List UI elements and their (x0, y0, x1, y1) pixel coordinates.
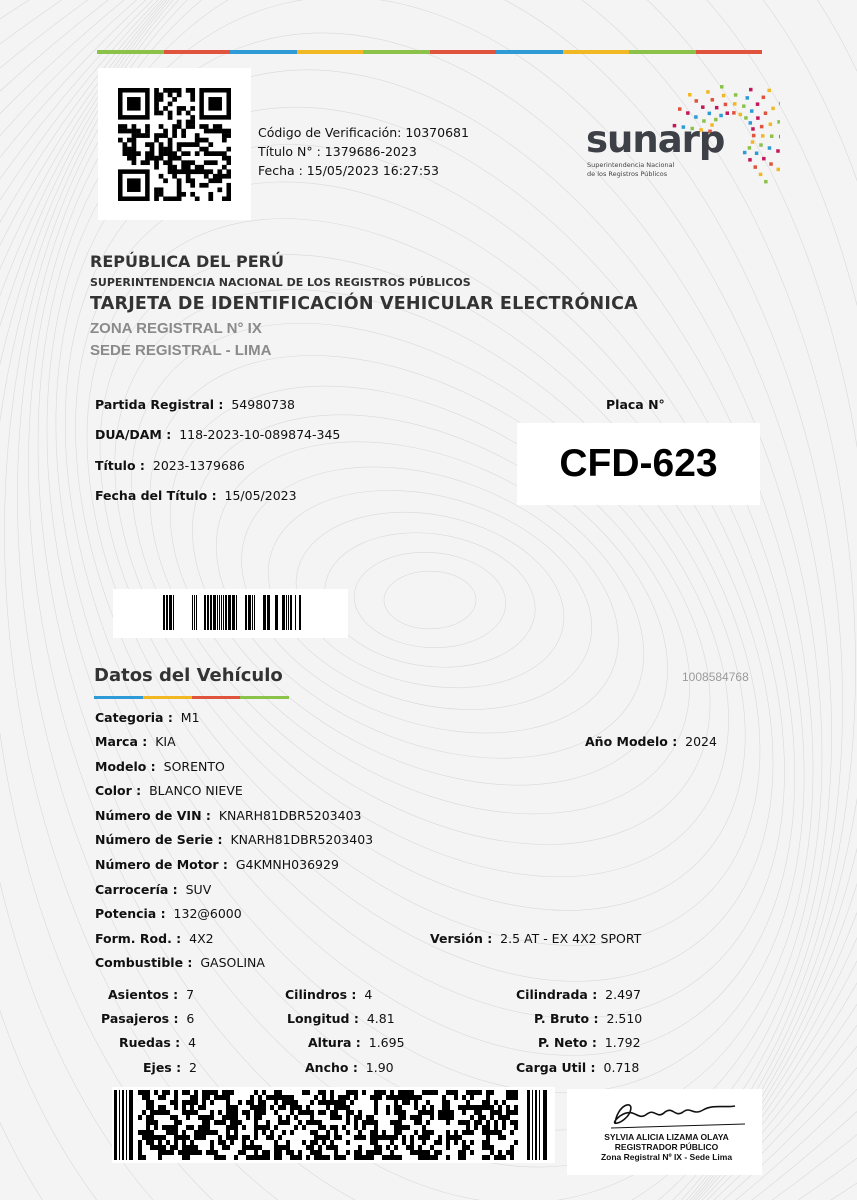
signature-role: REGISTRADOR PÚBLICO (614, 1142, 719, 1152)
field-p-bruto (534, 1011, 642, 1026)
placa-box (517, 423, 760, 505)
verification-title: Título N° : 1379686-2023 (258, 144, 417, 159)
altura-value: 1.695 (368, 1035, 405, 1050)
signature-block (567, 1089, 762, 1175)
dua-label: DUA/DAM : (95, 427, 172, 442)
ejes-label: Ejes : (143, 1060, 182, 1075)
ruedas-label: Ruedas : (119, 1035, 181, 1050)
partida-label: Partida Registral : (95, 397, 224, 412)
placa-label: Placa N° (606, 397, 665, 412)
pbruto-value: 2.510 (606, 1011, 643, 1026)
combustible-value: GASOLINA (200, 955, 265, 970)
field-version (430, 931, 641, 946)
field-marca (95, 734, 176, 749)
categoria-value: M1 (180, 710, 200, 725)
field-motor (95, 857, 339, 872)
field-partida (95, 397, 295, 412)
carroceria-label: Carrocería : (95, 882, 178, 897)
ancho-label: Ancho : (305, 1060, 358, 1075)
pasajeros-value: 6 (186, 1011, 195, 1026)
version-value: 2.5 AT - EX 4X2 SPORT (500, 931, 642, 946)
anio-value: 2024 (685, 734, 717, 749)
asientos-value: 7 (186, 987, 195, 1002)
field-longitud (287, 1011, 395, 1026)
pneto-label: P. Neto : (538, 1035, 597, 1050)
pneto-value: 1.792 (604, 1035, 641, 1050)
marca-label: Marca : (95, 734, 148, 749)
altura-label: Altura : (308, 1035, 361, 1050)
verification-date: Fecha : 15/05/2023 16:27:53 (258, 163, 439, 178)
barcode-small (113, 589, 348, 638)
field-potencia (95, 906, 242, 921)
heading-zona: ZONA REGISTRAL N° IX (90, 320, 262, 337)
datos-underline (94, 696, 289, 699)
potencia-label: Potencia : (95, 906, 166, 921)
version-label: Versión : (430, 931, 493, 946)
pbruto-label: P. Bruto : (534, 1011, 599, 1026)
verification-code: Código de Verificación: 10370681 (258, 125, 469, 140)
cargautil-value: 0.718 (603, 1060, 640, 1075)
cilindrada-label: Cilindrada : (516, 987, 598, 1002)
dua-value: 118-2023-10-089874-345 (179, 427, 341, 442)
potencia-value: 132@6000 (173, 906, 242, 921)
formrod-label: Form. Rod. : (95, 931, 182, 946)
field-vin (95, 808, 362, 823)
fecha-titulo-label: Fecha del Título : (95, 488, 217, 503)
longitud-label: Longitud : (287, 1011, 359, 1026)
anio-label: Año Modelo : (585, 734, 678, 749)
field-combustible (95, 955, 265, 970)
cilindros-value: 4 (364, 987, 373, 1002)
longitud-value: 4.81 (366, 1011, 395, 1026)
titulo-value: 2023-1379686 (152, 458, 245, 473)
logo-wordmark: sunarp (586, 118, 725, 161)
serie-value: KNARH81DBR5203403 (230, 832, 374, 847)
field-p-neto (538, 1035, 641, 1050)
qr-code (98, 68, 251, 220)
field-ancho (305, 1060, 394, 1075)
field-cilindrada (516, 987, 641, 1002)
field-pasajeros (101, 1011, 194, 1026)
field-categoria (95, 710, 200, 725)
heading-superintendencia: SUPERINTENDENCIA NACIONAL DE LOS REGISTROS PÚBLICOS (90, 276, 471, 289)
motor-value: G4KMNH036929 (235, 857, 339, 872)
cilindrada-value: 2.497 (605, 987, 641, 1002)
carroceria-value: SUV (185, 882, 212, 897)
field-anio-modelo (585, 734, 717, 749)
field-altura (308, 1035, 405, 1050)
serial-number: 1008584768 (682, 670, 749, 684)
motor-label: Número de Motor : (95, 857, 228, 872)
field-fecha-titulo (95, 488, 297, 503)
field-cilindros (285, 987, 372, 1002)
field-modelo (95, 759, 225, 774)
field-ejes (143, 1060, 197, 1075)
ancho-value: 1.90 (365, 1060, 394, 1075)
field-ruedas (119, 1035, 196, 1050)
field-titulo (95, 458, 245, 473)
field-carroceria (95, 882, 211, 897)
titulo-label: Título : (95, 458, 145, 473)
ruedas-value: 4 (188, 1035, 197, 1050)
heading-republica: REPÚBLICA DEL PERÚ (90, 252, 284, 271)
logo-subtitle-line1: Superintendencia Nacional (587, 161, 675, 169)
placa-number: CFD-623 (559, 442, 718, 485)
modelo-value: SORENTO (163, 759, 225, 774)
modelo-label: Modelo : (95, 759, 156, 774)
field-asientos (108, 987, 194, 1002)
cargautil-label: Carga Util : (516, 1060, 596, 1075)
categoria-label: Categoria : (95, 710, 173, 725)
vin-value: KNARH81DBR5203403 (218, 808, 362, 823)
field-carga-util (516, 1060, 639, 1075)
combustible-label: Combustible : (95, 955, 193, 970)
logo-subtitle-line2: de los Registros Públicos (587, 170, 668, 178)
fecha-titulo-value: 15/05/2023 (224, 488, 297, 503)
field-dua (95, 427, 340, 442)
field-color (95, 783, 243, 798)
color-label: Color : (95, 783, 142, 798)
heading-tarjeta: TARJETA DE IDENTIFICACIÓN VEHICULAR ELECTRÓNICA (90, 294, 638, 314)
verification-block (258, 123, 469, 180)
formrod-value: 4X2 (189, 931, 214, 946)
color-value: BLANCO NIEVE (149, 783, 243, 798)
marca-value: KIA (155, 734, 176, 749)
field-form-rod (95, 931, 214, 946)
logo-subtitle (587, 161, 674, 179)
ejes-value: 2 (189, 1060, 197, 1075)
signature-text (579, 1132, 754, 1162)
signature-zone: Zona Registral Nº IX - Sede Lima (600, 1152, 733, 1162)
field-serie (95, 832, 373, 847)
cilindros-label: Cilindros : (285, 987, 357, 1002)
vin-label: Número de VIN : (95, 808, 211, 823)
serie-label: Número de Serie : (95, 832, 223, 847)
datos-title: Datos del Vehículo (94, 665, 283, 686)
barcode-2d (112, 1087, 555, 1163)
asientos-label: Asientos : (108, 987, 179, 1002)
heading-sede: SEDE REGISTRAL - LIMA (90, 342, 272, 359)
pasajeros-label: Pasajeros : (101, 1011, 179, 1026)
signature-name: SYLVIA ALICIA LIZAMA OLAYA (604, 1132, 729, 1142)
signature-stroke-icon (575, 1094, 755, 1134)
partida-value: 54980738 (231, 397, 295, 412)
top-color-bar (97, 50, 762, 54)
